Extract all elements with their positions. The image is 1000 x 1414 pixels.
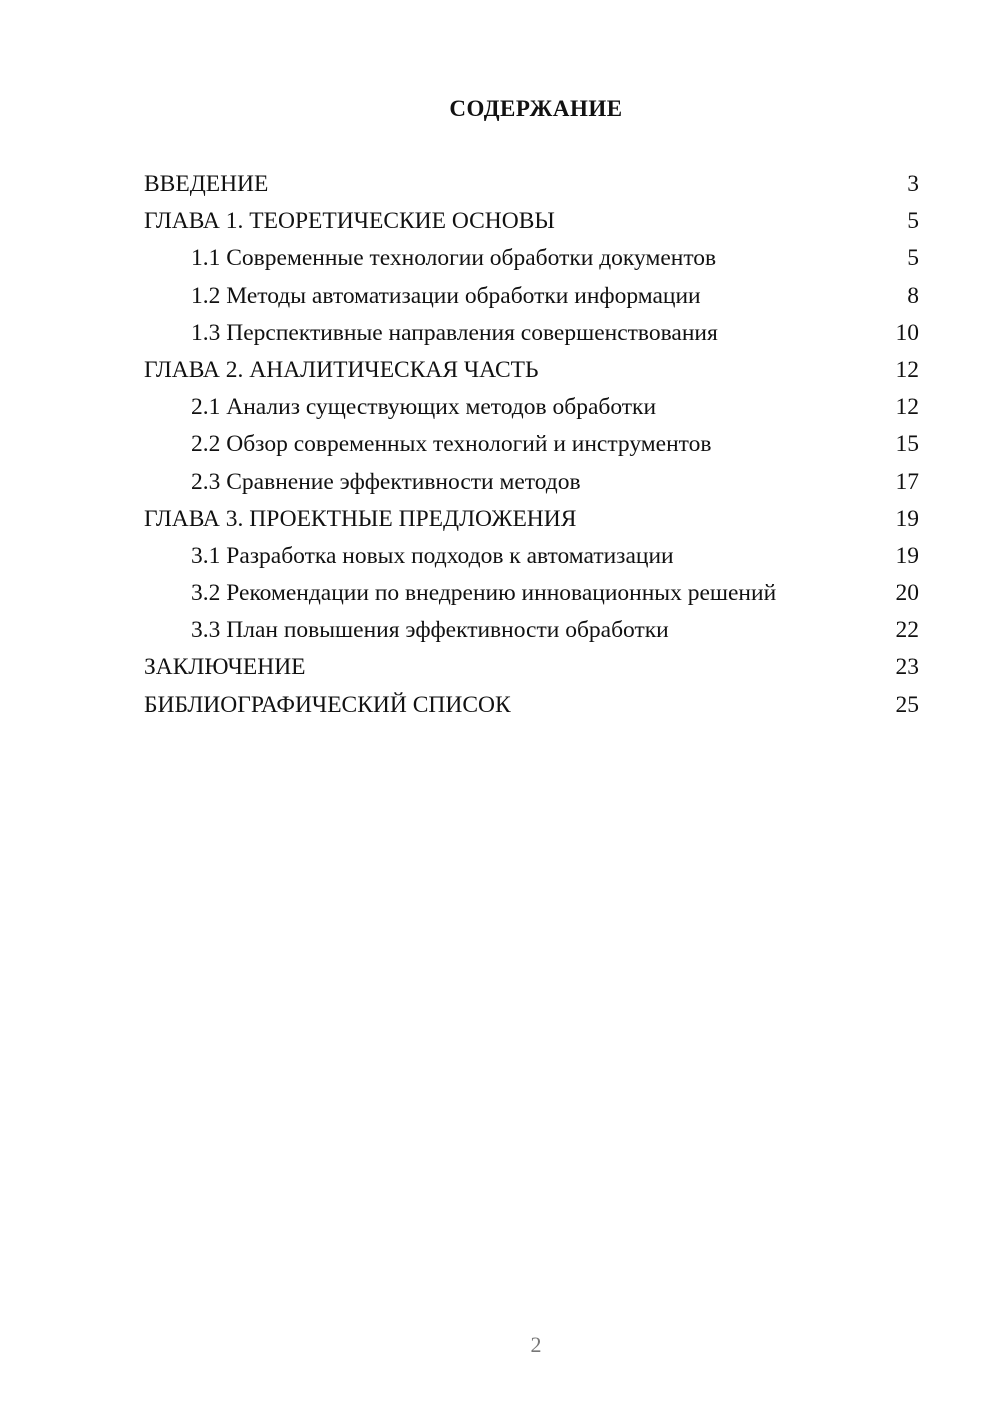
toc-entry-label: 2.3 Сравнение эффективности методов [191,468,581,495]
toc-entry-page: 22 [895,617,919,644]
toc-entry-page: 15 [895,431,919,458]
toc-entry-label: БИБЛИОГРАФИЧЕСКИЙ СПИСОК [144,691,511,718]
toc-entry-label: 2.1 Анализ существующих методов обработки [191,394,657,421]
toc-entry [144,166,919,203]
toc-entry [144,278,919,315]
toc-entry-page: 8 [907,282,919,309]
toc-entry-label: 3.3 План повышения эффективности обработки [191,617,669,644]
toc-entry-label: 1.1 Современные технологии обработки документов [191,245,717,272]
page-number: 2 [530,1332,542,1357]
toc-entry [144,501,919,538]
toc-entry [144,575,919,612]
toc-entry [144,426,919,463]
toc-entry-label: 1.3 Перспективные направления совершенствования [191,319,718,346]
toc-entry-page: 3 [907,171,919,197]
toc-entry-page: 10 [895,319,919,346]
toc-entry [144,464,919,501]
toc-entry-page: 20 [895,580,919,607]
toc-entry [144,352,919,389]
toc-entry-label: 3.1 Разработка новых подходов к автоматизации [191,542,674,569]
toc-entry [144,389,919,426]
toc-entry-label: ВВЕДЕНИЕ [144,171,269,197]
page-title: СОДЕРЖАНИЕ [449,96,623,121]
toc-entry [144,612,919,649]
toc-entry-label: 1.2 Методы автоматизации обработки информации [191,282,701,309]
toc-entry-label: ГЛАВА 3. ПРОЕКТНЫЕ ПРЕДЛОЖЕНИЯ [144,505,577,532]
toc-entry-page: 5 [907,208,919,235]
toc-entry-page: 12 [895,394,919,421]
toc-entry-label: ГЛАВА 2. АНАЛИТИЧЕСКАЯ ЧАСТЬ [144,356,539,383]
toc-entry-page: 12 [895,356,919,383]
toc-entry [144,538,919,575]
toc-entry-page: 23 [895,654,919,681]
table-of-contents [144,166,919,724]
toc-entry [144,687,919,724]
toc-entry [144,315,919,352]
toc-entry-label: ЗАКЛЮЧЕНИЕ [144,654,306,681]
toc-entry [144,240,919,277]
toc-entry [144,649,919,686]
toc-entry-label: 2.2 Обзор современных технологий и инструментов [191,431,712,458]
toc-entry-page: 19 [895,542,919,569]
toc-entry-page: 5 [907,245,919,272]
toc-entry-label: 3.2 Рекомендации по внедрению инновационных решений [191,580,777,607]
toc-entry-page: 19 [895,505,919,532]
toc-entry-page: 25 [895,691,919,718]
toc-entry [144,203,919,240]
toc-entry-label: ГЛАВА 1. ТЕОРЕТИЧЕСКИЕ ОСНОВЫ [144,208,555,235]
toc-entry-page: 17 [895,468,919,495]
